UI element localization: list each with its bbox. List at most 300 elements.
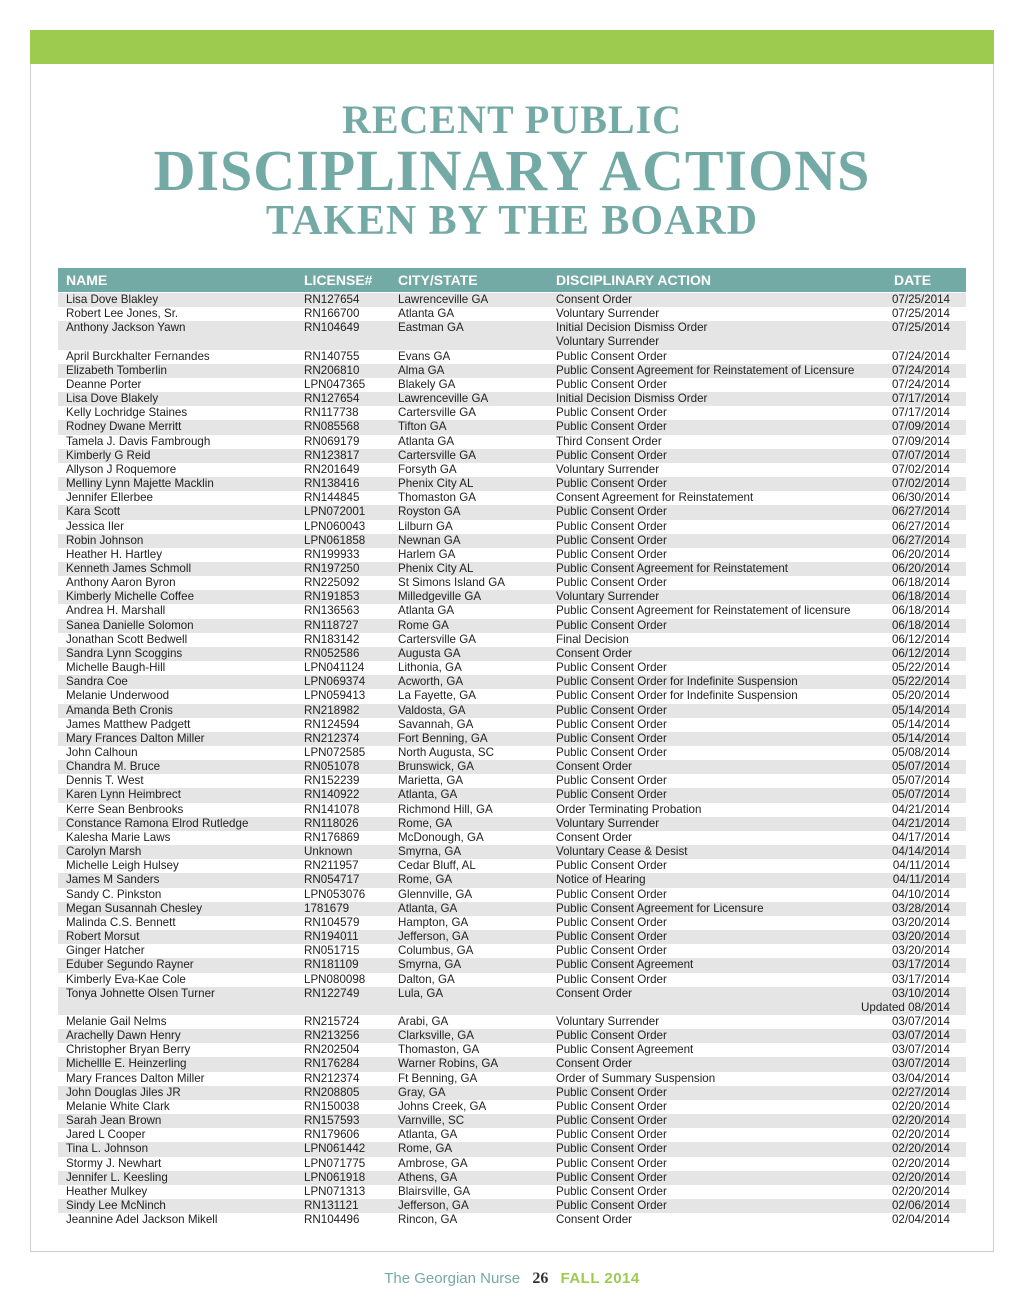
cell-action: Public Consent Order for Indefinite Suspension [556,675,798,689]
cell-city-state: Valdosta, GA [398,703,466,717]
table-row [58,1114,966,1128]
cell-license: 1781679 [304,901,350,915]
cell-date: 06/20/2014 [891,547,950,561]
cell-name: Jennifer Ellerbee [66,491,154,505]
cell-date: 02/04/2014 [891,1213,950,1227]
cell-date: 05/07/2014 [891,760,950,774]
cell-date: 07/25/2014 [891,293,950,306]
cell-license: RN069179 [304,434,360,448]
cell-city-state: Brunswick, GA [398,760,475,774]
cell-license: RN118727 [304,618,359,632]
header-name: NAME [66,272,108,288]
table-row [58,548,966,562]
cell-license: RN191853 [304,590,360,604]
cell-license: RN176284 [304,1057,360,1071]
cell-name: Sandra Coe [66,675,128,689]
cell-action: Order Terminating Probation [556,802,702,816]
cell-city-state: Royston GA [398,505,461,519]
cell-date: 04/21/2014 [891,816,950,830]
table-row [58,590,966,604]
cell-license: RN123817 [304,448,360,462]
cell-name: Heather Mulkey [66,1184,148,1198]
cell-action: Public Consent Agreement for Reinstatement of Licensure [556,363,855,377]
cell-license: LPN047365 [304,377,366,391]
table-row [58,505,966,519]
cell-date: 05/22/2014 [891,661,950,675]
cell-action: Final Decision [556,632,629,646]
table-row [58,1029,966,1043]
cell-city-state: McDonough, GA [398,830,484,844]
cell-action: Public Consent Order [556,406,667,420]
cell-date: 07/17/2014 [891,392,950,406]
cell-city-state: St Simons Island GA [398,576,505,590]
header-date: DATE [894,272,932,288]
cell-license: RN054717 [304,873,360,887]
cell-name: Melanie Underwood [66,689,170,703]
publication-name: The Georgian Nurse [384,1270,521,1287]
cell-name: Elizabeth Tomberlin [66,363,167,377]
cell-name: Jennifer L. Keesling [66,1170,168,1184]
table-row [58,1171,966,1185]
page-number: 26 [532,1270,549,1287]
cell-license: LPN059413 [304,689,366,703]
cell-date: 03/28/2014 [891,901,950,915]
cell-date: 06/27/2014 [891,505,950,519]
cell-action: Voluntary Surrender [556,590,660,604]
cell-license: RN202504 [304,1043,360,1057]
cell-date: 06/18/2014 [891,618,950,632]
cell-action: Order of Summary Suspension [556,1071,716,1085]
cell-name: Jeannine Adel Jackson Mikell [66,1213,218,1227]
cell-date: 05/14/2014 [891,703,950,717]
cell-action: Public Consent Agreement [556,1043,694,1057]
cell-city-state: Alma GA [398,363,445,377]
table-row [58,916,966,930]
cell-city-state: Lula, GA [398,986,444,1000]
cell-license: RN183142 [304,632,360,646]
cell-name: Jonathan Scott Bedwell [66,632,188,646]
cell-action: Notice of Hearing [556,873,646,887]
table-row [58,902,966,916]
table-row [58,1001,966,1015]
cell-name: Michelle Leigh Hulsey [66,859,179,873]
cell-license: RN140922 [304,788,360,802]
cell-action: Public Consent Order [556,1156,667,1170]
table-row [58,1043,966,1057]
cell-license: RN127654 [304,392,360,406]
cell-date: 06/18/2014 [891,604,950,618]
cell-license: RN152239 [304,774,360,788]
table-row [58,718,966,732]
cell-date: 05/14/2014 [891,717,950,731]
cell-name: Deanne Porter [66,377,142,391]
table-row [58,845,966,859]
cell-name: Lisa Dove Blakley [66,293,159,306]
cell-city-state: Cartersville GA [398,448,476,462]
table-row [58,774,966,788]
cell-license: RN197250 [304,561,360,575]
cell-name: Constance Ramona Elrod Rutledge [66,816,249,830]
cell-action: Public Consent Order [556,1128,667,1142]
cell-date: 07/24/2014 [891,363,950,377]
cell-city-state: Columbus, GA [398,944,474,958]
cell-date: 06/27/2014 [891,533,950,547]
cell-action: Public Consent Order [556,717,667,731]
cell-action: Consent Order [556,986,633,1000]
table-row [58,520,966,534]
cell-action: Public Consent Order [556,1142,667,1156]
cell-license: RN144845 [304,491,360,505]
cell-action: Voluntary Surrender [556,335,660,349]
cell-name: Sanea Danielle Solomon [66,618,194,632]
cell-name: Robert Morsut [66,930,140,944]
table-row [58,987,966,1001]
cell-date: 02/20/2014 [891,1156,950,1170]
cell-license: LPN060043 [304,519,366,533]
cell-city-state: Blairsville, GA [398,1184,471,1198]
table-row [58,958,966,972]
cell-city-state: Richmond Hill, GA [398,802,493,816]
cell-action: Voluntary Surrender [556,462,660,476]
cell-action: Public Consent Order [556,533,667,547]
cell-action: Public Consent Agreement for Reinstatement [556,561,788,575]
cell-date: 07/24/2014 [891,377,950,391]
cell-action: Public Consent Order [556,377,667,391]
header-accent-bar [30,30,994,64]
cell-name: James M Sanders [66,873,160,887]
cell-name: Kara Scott [66,505,121,519]
cell-license: RN157593 [304,1114,360,1128]
cell-license: RN141078 [304,802,360,816]
cell-action: Third Consent Order [556,434,662,448]
table-row [58,477,966,491]
cell-city-state: Thomaston GA [398,491,476,505]
cell-action: Public Consent Order [556,887,667,901]
cell-license: RN225092 [304,576,360,590]
cell-action: Public Consent Order [556,576,667,590]
cell-license: RN052586 [304,646,360,660]
cell-license: RN213256 [304,1029,360,1043]
cell-date: 07/07/2014 [891,448,950,462]
cell-action: Public Consent Order [556,915,667,929]
cell-name: Dennis T. West [66,774,144,788]
cell-license: RN206810 [304,363,360,377]
title-line-2: DISCIPLINARY ACTIONS [153,138,871,203]
cell-license: RN179606 [304,1128,360,1142]
cell-license: LPN071775 [304,1156,366,1170]
cell-city-state: Ambrose, GA [398,1156,468,1170]
cell-action: Public Consent Order [556,774,667,788]
cell-date: 03/07/2014 [891,1029,950,1043]
cell-city-state: Hampton, GA [398,915,469,929]
cell-name: Sarah Jean Brown [66,1114,162,1128]
cell-name: Mary Frances Dalton Miller [66,1071,205,1085]
table-header [58,268,966,292]
cell-license: RN051078 [304,760,360,774]
cell-city-state: Cartersville GA [398,406,476,420]
cell-date: 03/04/2014 [891,1071,950,1085]
table-row [58,930,966,944]
cell-city-state: Smyrna, GA [398,845,462,859]
table-row [58,859,966,873]
cell-license: RN181109 [304,958,359,972]
cell-license: RN218982 [304,703,360,717]
table-row [58,576,966,590]
cell-date: 06/30/2014 [891,491,950,505]
cell-name: Michellle E. Heinzerling [66,1057,187,1071]
cell-city-state: Phenix City AL [398,561,474,575]
header-city-state: CITY/STATE [398,272,478,288]
issue-label: FALL 2014 [560,1270,640,1287]
cell-license: RN194011 [304,930,359,944]
cell-name: April Burckhalter Fernandes [66,349,210,363]
table-row [58,378,966,392]
table-row [58,619,966,633]
cell-license: RN127654 [304,293,360,306]
table-row [58,364,966,378]
table-row [58,831,966,845]
cell-date: 02/20/2014 [891,1184,950,1198]
cell-date: 04/17/2014 [891,830,950,844]
cell-city-state: Jefferson, GA [398,930,469,944]
cell-license: LPN071313 [304,1184,366,1198]
cell-action: Public Consent Order [556,1114,667,1128]
cell-city-state: Lawrenceville GA [398,392,489,406]
cell-name: Melanie White Clark [66,1099,170,1113]
cell-action: Voluntary Cease & Desist [556,845,688,859]
cell-action: Public Consent Order [556,661,667,675]
cell-name: Ginger Hatcher [66,944,145,958]
cell-city-state: Blakely GA [398,377,456,391]
cell-license: RN138416 [304,477,360,491]
table-row [58,647,966,661]
cell-date: 07/25/2014 [891,321,950,335]
table-row [58,803,966,817]
table-row [58,633,966,647]
cell-city-state: Athens, GA [398,1170,458,1184]
table-row [58,435,966,449]
cell-city-state: Marietta, GA [398,774,464,788]
cell-date: 04/11/2014 [892,873,950,887]
cell-city-state: Glennville, GA [398,887,473,901]
cell-license: RN051715 [304,944,360,958]
cell-action: Public Consent Order for Indefinite Suspension [556,689,798,703]
cell-name: Kimberly Michelle Coffee [66,590,195,604]
cell-date: 05/14/2014 [891,731,950,745]
cell-action: Public Consent Order [556,1184,667,1198]
cell-date: 07/09/2014 [891,420,950,434]
cell-license: RN117738 [304,406,359,420]
cell-date: 05/20/2014 [891,689,950,703]
cell-name: Tonya Johnette Olsen Turner [66,986,215,1000]
cell-city-state: Harlem GA [398,547,456,561]
cell-action: Initial Decision Dismiss Order [556,392,708,406]
cell-city-state: Cedar Bluff, AL [398,859,476,873]
cell-name: Melliny Lynn Majette Macklin [66,477,214,491]
cell-city-state: Acworth, GA [398,675,464,689]
cell-date: 03/07/2014 [891,1014,950,1028]
cell-date: Updated 08/2014 [861,1000,950,1014]
cell-name: Karen Lynn Heimbrect [66,788,181,802]
cell-date: 02/20/2014 [891,1114,950,1128]
cell-city-state: Tifton GA [398,420,447,434]
cell-date: 03/20/2014 [891,915,950,929]
cell-city-state: Rome, GA [398,1142,453,1156]
cell-license: RN212374 [304,731,360,745]
page-title [0,97,1024,244]
cell-license: RN085568 [304,420,360,434]
cell-city-state: Smyrna, GA [398,958,462,972]
cell-action: Public Consent Order [556,519,667,533]
cell-license: RN176869 [304,830,360,844]
cell-license: RN136563 [304,604,360,618]
cell-action: Public Consent Order [556,420,667,434]
cell-action: Public Consent Order [556,746,667,759]
cell-date: 06/18/2014 [891,576,950,590]
cell-city-state: Johns Creek, GA [398,1099,487,1113]
cell-action: Consent Order [556,830,633,844]
cell-license: RN199933 [304,547,360,561]
table-row [58,689,966,703]
table-row [58,1213,966,1227]
cell-action: Public Consent Order [556,972,667,986]
cell-name: Sindy Lee McNinch [66,1199,166,1212]
table-row [58,293,966,307]
cell-license: Unknown [304,845,353,859]
cell-city-state: Atlanta GA [398,604,455,618]
cell-action: Public Consent Order [556,859,667,873]
cell-city-state: Lilburn GA [398,519,453,533]
table-row [58,420,966,434]
cell-city-state: Rome, GA [398,816,453,830]
table-row [58,604,966,618]
table-row [58,335,966,349]
cell-action: Public Consent Agreement for Licensure [556,901,764,915]
table-row [58,1072,966,1086]
cell-city-state: Rome, GA [398,873,453,887]
cell-date: 02/20/2014 [891,1099,950,1113]
cell-name: Robert Lee Jones, Sr. [66,307,179,321]
table-row [58,746,966,760]
cell-name: Heather H. Hartley [66,547,163,561]
cell-name: Lisa Dove Blakely [66,392,159,406]
cell-city-state: Atlanta, GA [398,901,458,915]
cell-date: 02/20/2014 [891,1142,950,1156]
cell-action: Public Consent Order [556,505,667,519]
cell-city-state: Phenix City AL [398,477,474,491]
cell-action: Consent Order [556,646,633,660]
cell-date: 07/24/2014 [891,349,950,363]
table-row [58,562,966,576]
table-row [58,1015,966,1029]
cell-name: Jared L Cooper [66,1128,146,1142]
cell-action: Public Consent Order [556,1029,667,1043]
table-row [58,491,966,505]
cell-date: 06/18/2014 [891,590,950,604]
cell-action: Public Consent Order [556,477,667,491]
cell-name: Kelly Lochridge Staines [66,406,188,420]
table-row [58,760,966,774]
cell-city-state: Lithonia, GA [398,661,462,675]
table-row [58,873,966,887]
cell-date: 03/07/2014 [891,1057,950,1071]
table-row [58,350,966,364]
cell-name: Eduber Segundo Rayner [66,958,194,972]
cell-action: Public Consent Order [556,1085,667,1099]
cell-city-state: Cartersville GA [398,632,476,646]
cell-name: Andrea H. Marshall [66,604,166,618]
cell-name: Tina L. Johnson [66,1142,149,1156]
cell-city-state: Ft Benning, GA [398,1071,478,1085]
cell-city-state: Atlanta, GA [398,1128,458,1142]
cell-city-state: Clarksville, GA [398,1029,475,1043]
cell-date: 06/12/2014 [891,632,950,646]
cell-action: Voluntary Surrender [556,816,660,830]
cell-action: Public Consent Order [556,1199,667,1212]
cell-action: Initial Decision Dismiss Order [556,321,708,335]
cell-action: Voluntary Surrender [556,307,660,321]
cell-action: Public Consent Order [556,448,667,462]
table-row [58,1086,966,1100]
cell-license: RN201649 [304,462,360,476]
cell-name: Rodney Dwane Merritt [66,420,182,434]
cell-city-state: Eastman GA [398,321,464,335]
cell-date: 04/21/2014 [891,802,950,816]
cell-date: 07/02/2014 [891,477,950,491]
cell-action: Consent Agreement for Reinstatement [556,491,754,505]
cell-action: Consent Order [556,1057,633,1071]
cell-date: 03/17/2014 [891,972,950,986]
cell-date: 05/07/2014 [891,774,950,788]
cell-action: Consent Order [556,293,633,306]
cell-city-state: La Fayette, GA [398,689,476,703]
cell-city-state: Arabi, GA [398,1014,449,1028]
cell-name: Arachelly Dawn Henry [66,1029,181,1043]
cell-name: Chandra M. Bruce [66,760,161,774]
cell-name: Jessica Iler [66,519,124,533]
table-row [58,675,966,689]
cell-name: Sandra Lynn Scoggins [66,646,183,660]
cell-license: LPN061442 [304,1142,366,1156]
title-line-1: RECENT PUBLIC [341,97,683,142]
cell-city-state: Rincon, GA [398,1213,458,1227]
cell-action: Public Consent Order [556,930,667,944]
cell-action: Public Consent Order [556,703,667,717]
table-row [58,1128,966,1142]
cell-date: 05/07/2014 [891,788,950,802]
cell-name: Anthony Aaron Byron [66,576,176,590]
cell-date: 03/07/2014 [891,1043,950,1057]
cell-name: Malinda C.S. Bennett [66,915,176,929]
cell-name: John Douglas Jiles JR [66,1085,181,1099]
cell-city-state: Jefferson, GA [398,1199,469,1212]
cell-date: 02/20/2014 [891,1170,950,1184]
cell-action: Consent Order [556,1213,633,1227]
cell-city-state: Evans GA [398,349,451,363]
cell-action: Public Consent Order [556,349,667,363]
cell-license: LPN069374 [304,675,366,689]
cell-city-state: Fort Benning, GA [398,731,488,745]
table-row [58,1057,966,1071]
cell-name: Kimberly G Reid [66,448,151,462]
cell-license: RN122749 [304,986,360,1000]
cell-date: 04/11/2014 [892,859,950,873]
cell-city-state: Atlanta GA [398,434,455,448]
cell-license: LPN072001 [304,505,366,519]
cell-date: 03/20/2014 [891,930,950,944]
cell-license: RN124594 [304,717,360,731]
cell-action: Public Consent Order [556,944,667,958]
